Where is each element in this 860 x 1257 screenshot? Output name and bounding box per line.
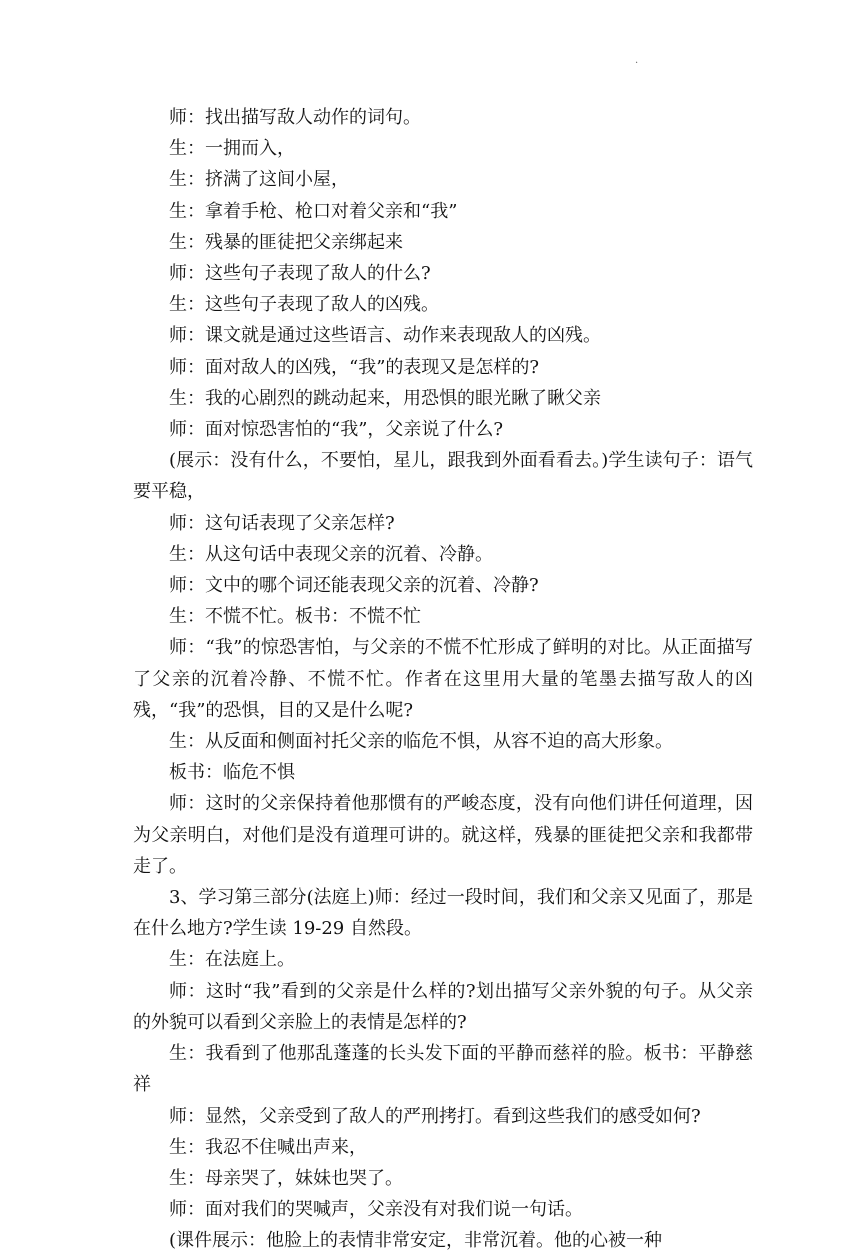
- paragraph: 生：我忍不住喊出声来，: [169, 1136, 367, 1158]
- paragraph: 师：这时的父亲保持着他那惯有的严峻态度，没有向他们讲任何道理，因为父亲明白，对他们是没有道理可讲的。就这样，残暴的匪徒把父亲和我都带走了。: [133, 793, 753, 877]
- corner-mark: .: [635, 55, 639, 66]
- paragraph: 生：一拥而入，: [169, 138, 295, 160]
- paragraph: 生：从这句话中表现父亲的沉着、冷静。: [169, 543, 493, 565]
- paragraph: 生：残暴的匪徒把父亲绑起来: [169, 231, 403, 253]
- paragraph: 师：“我”的惊恐害怕，与父亲的不慌不忙形成了鲜明的对比。从正面描写了父亲的沉着冷静、不慌不忙。作者在这里用大量的笔墨去描写敌人的凶残，“我”的恐惧，目的又是什么呢?: [133, 637, 753, 721]
- paragraph: 生：我看到了他那乱蓬蓬的长头发下面的平静而慈祥的脸。板书：平静慈祥: [133, 1043, 753, 1096]
- paragraph: 3、学习第三部分(法庭上)师：经过一段时间，我们和父亲又见面了，那是在什么地方?学生读 19-29 自然段。: [133, 887, 753, 940]
- paragraph: 板书：临危不惧: [169, 762, 295, 784]
- paragraph: 师：面对敌人的凶残，“我”的表现又是怎样的?: [169, 356, 540, 378]
- paragraph: 生：从反面和侧面衬托父亲的临危不惧，从容不迫的高大形象。: [169, 731, 673, 753]
- paragraph: 师：这些句子表现了敌人的什么?: [169, 263, 431, 285]
- paragraph: 师：显然，父亲受到了敌人的严刑拷打。看到这些我们的感受如何?: [169, 1105, 701, 1127]
- text-body: [133, 102, 753, 1257]
- paragraph: 师：文中的哪个词还能表现父亲的沉着、冷静?: [169, 575, 539, 597]
- paragraph: (课件展示：他脸上的表情非常安定，非常沉着。他的心被一种: [169, 1230, 663, 1252]
- paragraph: 生：在法庭上。: [169, 949, 295, 971]
- paragraph: 师：面对我们的哭喊声，父亲没有对我们说一句话。: [169, 1199, 583, 1221]
- paragraph: 生：我的心剧烈的跳动起来，用恐惧的眼光瞅了瞅父亲: [169, 387, 601, 409]
- paragraph: 生：不慌不忙。板书：不慌不忙: [169, 606, 421, 628]
- paragraph: 师：这句话表现了父亲怎样?: [169, 512, 395, 534]
- paragraph: 生：挤满了这间小屋，: [169, 169, 349, 191]
- paragraph: 师：找出描写敌人动作的词句。: [169, 107, 421, 128]
- paragraph: 师：课文就是通过这些语言、动作来表现敌人的凶残。: [169, 325, 601, 347]
- paragraph: 生：这些句子表现了敌人的凶残。: [169, 294, 439, 316]
- paragraph: 师：面对惊恐害怕的“我”，父亲说了什么?: [169, 419, 504, 441]
- paragraph: 生：母亲哭了，妹妹也哭了。: [169, 1167, 403, 1189]
- paragraph: 师：这时“我”看到的父亲是什么样的?划出描写父亲外貌的句子。从父亲的外貌可以看到父亲脸上的表情是怎样的?: [133, 980, 753, 1033]
- paragraph: 生：拿着手枪、枪口对着父亲和“我”: [169, 200, 458, 222]
- paragraph: (展示：没有什么，不要怕，星儿，跟我到外面看看去。)学生读句子：语气要平稳，: [133, 450, 753, 503]
